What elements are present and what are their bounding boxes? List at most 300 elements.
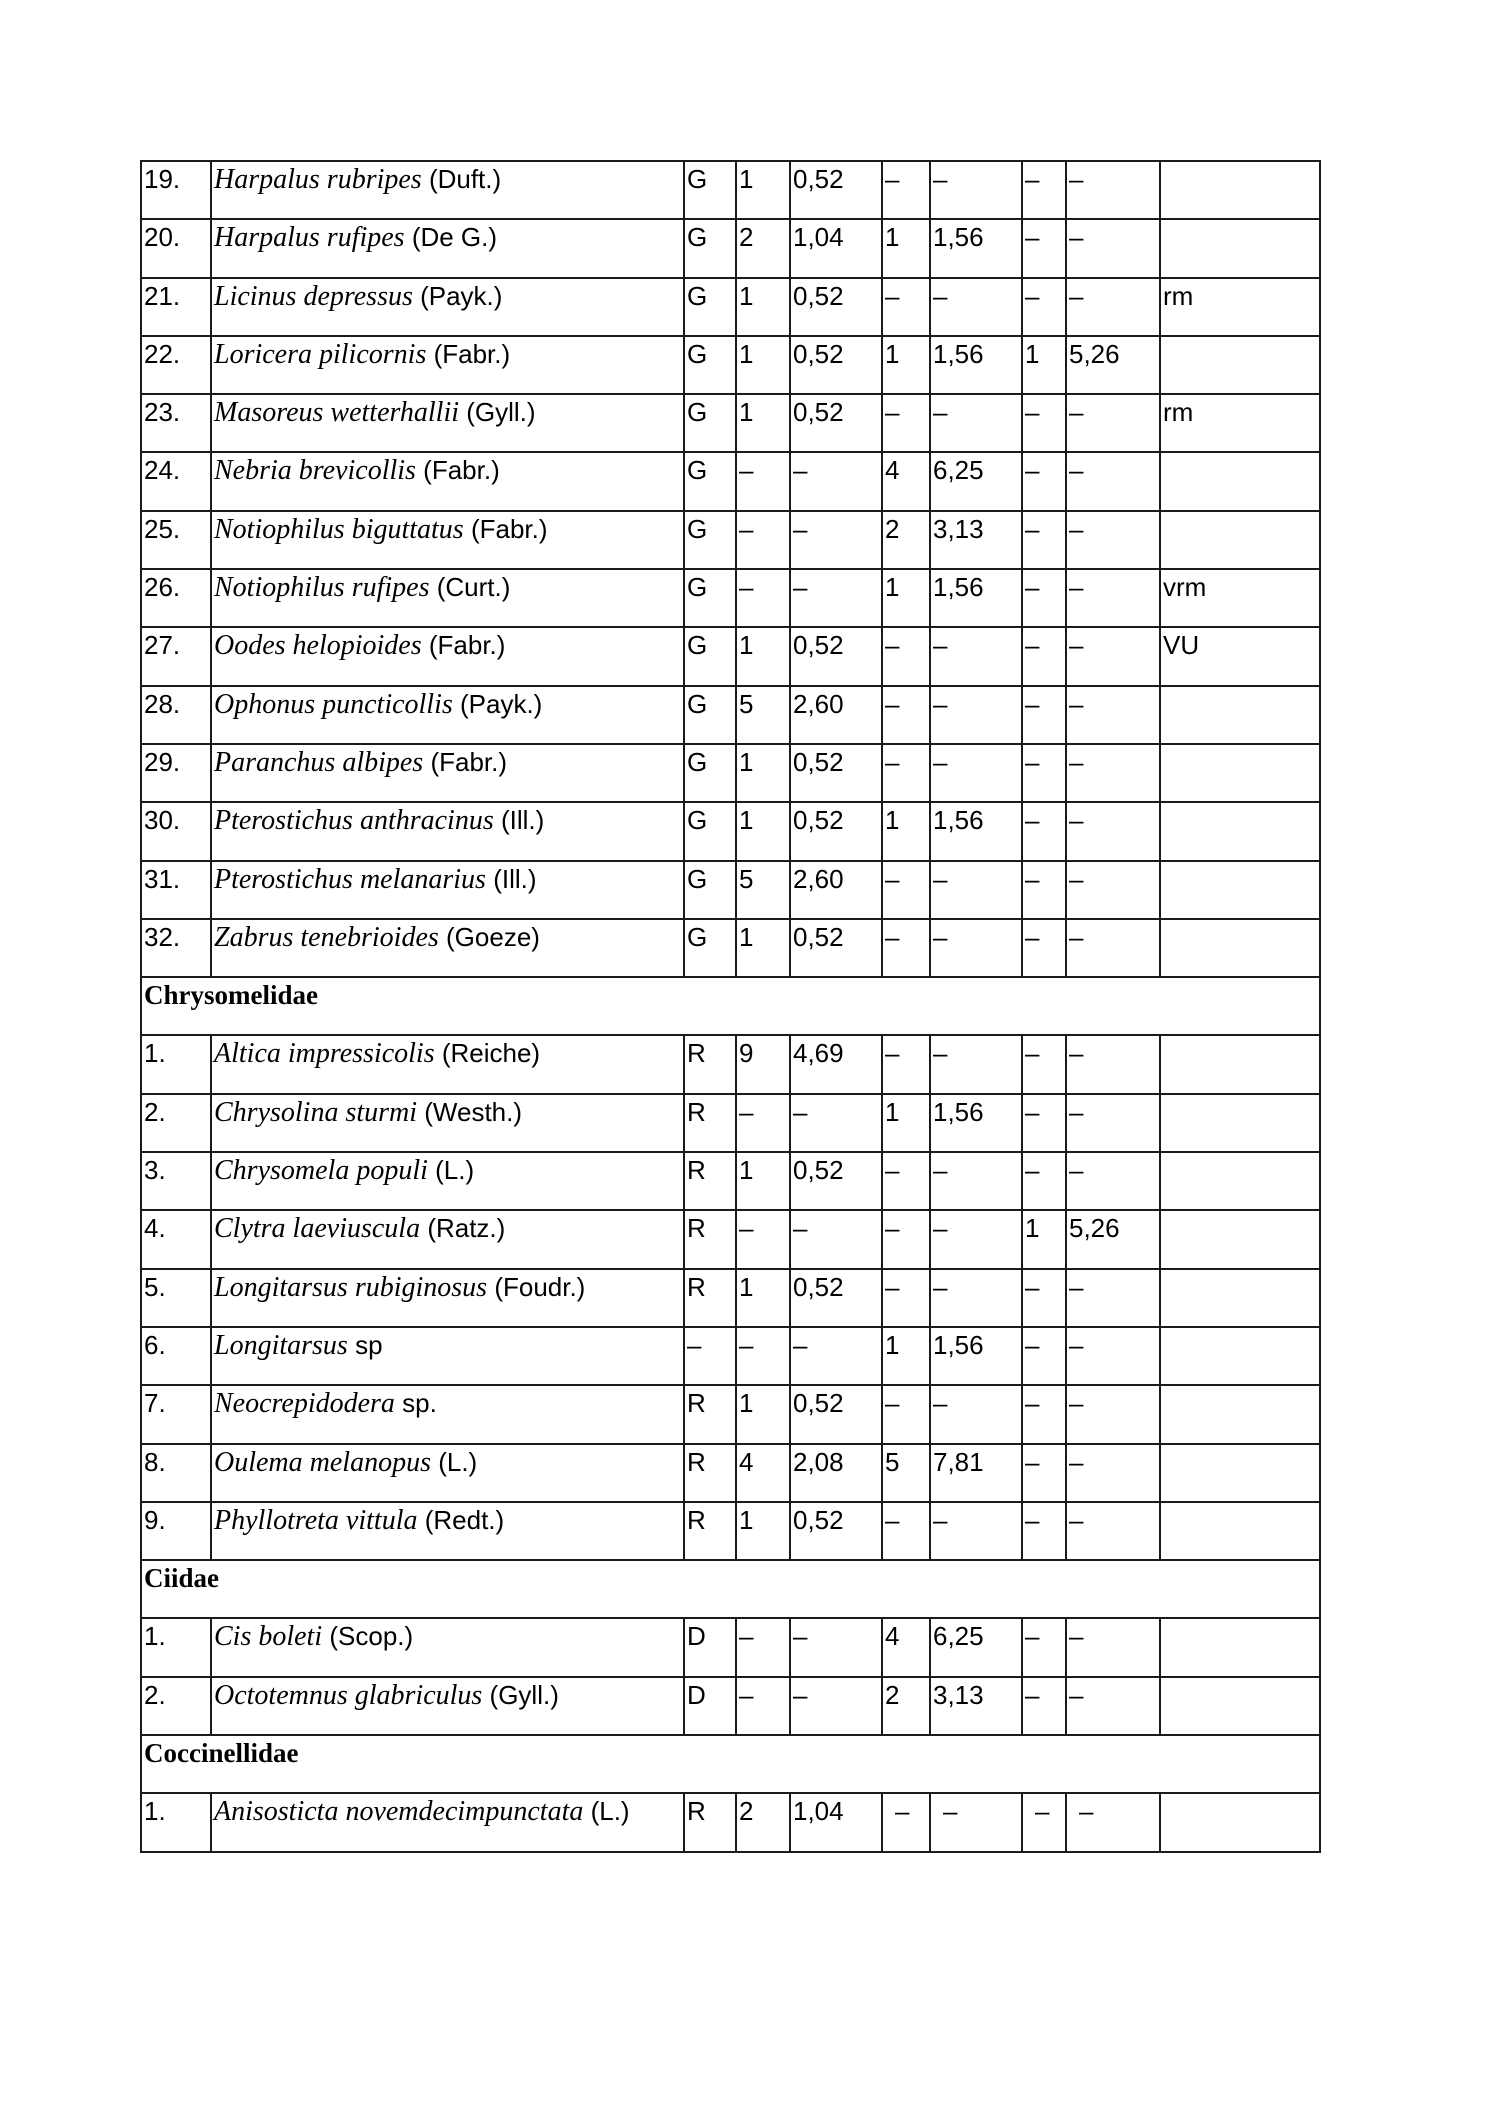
count-3-cell [1022,219,1066,277]
row-number-cell [141,1385,211,1443]
status-value [1163,1270,1319,1272]
row-number-cell [141,861,211,919]
percent-3-cell [1066,1502,1160,1560]
guild-cell [684,1035,736,1093]
status-value [1163,803,1319,805]
count-3-value: 1 [1025,1213,1040,1244]
species-latin-name: Longitarsus [214,1329,348,1361]
count-1-value: 4 [739,1446,754,1477]
percent-3-cell [1066,1327,1160,1385]
row-number-cell [141,219,211,277]
percent-3-value: – [1069,397,1084,428]
species-name-cell [211,336,684,394]
percent-3-cell [1066,511,1160,569]
status-value [1163,1503,1319,1505]
count-2-value: 1 [885,805,900,836]
species-latin-name: Neocrepidodera [214,1388,395,1420]
percent-2-value: 1,56 [933,805,984,836]
percent-2-cell [930,1385,1022,1443]
species-latin-name: Zabrus tenebrioides [214,921,439,953]
species-author: (Gyll.) [489,1679,559,1710]
percent-3-cell [1066,1210,1160,1268]
count-3-cell [1022,161,1066,219]
species-name-cell [211,278,684,336]
count-3-cell [1022,686,1066,744]
count-1-value: – [739,1096,754,1127]
species-latin-name: Loricera pilicornis [214,338,427,370]
guild-cell [684,861,736,919]
percent-2-cell [930,919,1022,977]
count-2-cell [882,686,930,744]
status-value [1163,162,1319,164]
percent-1-cell [790,1618,882,1676]
percent-2-value: 3,13 [933,513,984,544]
row-number: 7. [144,1388,166,1419]
count-3-value: – [1025,1504,1040,1535]
count-2-cell [882,919,930,977]
guild-cell [684,569,736,627]
percent-1-cell [790,1444,882,1502]
count-2-value: 4 [885,1621,900,1652]
percent-3-cell [1066,278,1160,336]
row-number-cell [141,1152,211,1210]
count-3-value: – [1025,921,1040,952]
row-number-cell [141,1210,211,1268]
species-latin-name: Harpalus rubripes [214,164,422,195]
percent-3-value: – [1069,688,1084,719]
percent-2-cell [930,1618,1022,1676]
table-row [141,1269,1320,1327]
species-author: (Scop.) [329,1621,414,1652]
percent-3-value: – [1069,572,1084,603]
status-value [1163,1036,1319,1038]
count-2-cell [882,278,930,336]
percent-2-value: – [933,746,948,777]
row-number-cell [141,1269,211,1327]
percent-3-value: – [1069,1271,1084,1302]
count-3-cell [1022,919,1066,977]
status-cell [1160,1210,1320,1268]
count-3-value: – [1025,1446,1040,1477]
row-number-cell [141,1327,211,1385]
status-cell [1160,511,1320,569]
percent-1-value: 2,60 [793,863,844,894]
percent-3-cell [1066,394,1160,452]
percent-1-cell [790,161,882,219]
percent-2-value: – [933,397,948,428]
count-2-cell [882,1502,930,1560]
count-1-cell [736,1793,790,1851]
count-2-value: 2 [885,1679,900,1710]
count-2-value: – [885,921,900,952]
count-3-cell [1022,1444,1066,1502]
percent-1-value: – [793,513,808,544]
row-number: 26. [144,572,181,603]
count-2-value: – [885,280,900,311]
species-author: (Gyll.) [466,397,536,428]
percent-1-value: 0,52 [793,1155,844,1186]
count-3-cell [1022,744,1066,802]
percent-1-value: 2,60 [793,688,844,719]
species-latin-name: Ophonus puncticollis [214,688,453,720]
row-number: 22. [144,338,181,369]
count-3-value: – [1025,572,1040,603]
species-name-cell [211,1677,684,1735]
count-1-cell [736,1327,790,1385]
percent-2-cell [930,1210,1022,1268]
status-cell [1160,861,1320,919]
count-1-value: 1 [739,397,754,428]
count-1-cell [736,1094,790,1152]
row-number: 3. [144,1155,166,1186]
species-author: (Ill.) [500,805,545,836]
guild-value: R [687,1504,706,1535]
family-header-row [141,1735,1320,1793]
row-number: 8. [144,1446,166,1477]
count-2-cell [882,394,930,452]
percent-2-cell [930,1035,1022,1093]
status-value: vrm [1163,572,1207,603]
count-2-cell [882,511,930,569]
table-row [141,1210,1320,1268]
species-author: (L.) [590,1796,630,1827]
count-3-cell [1022,1094,1066,1152]
table-row [141,1502,1320,1560]
status-cell [1160,1502,1320,1560]
percent-1-cell [790,394,882,452]
count-1-value: 1 [739,1504,754,1535]
table-row [141,1094,1320,1152]
table-row [141,744,1320,802]
percent-3-value: 5,26 [1069,338,1120,369]
guild-value: G [687,863,708,894]
percent-1-value: – [793,1679,808,1710]
percent-2-cell [930,278,1022,336]
count-1-cell [736,1385,790,1443]
guild-value: R [687,1446,706,1477]
status-cell [1160,627,1320,685]
species-author: (Payk.) [460,688,543,719]
status-value [1163,337,1319,339]
percent-1-cell [790,1210,882,1268]
species-latin-name: Notiophilus rufipes [214,572,430,604]
count-2-cell [882,1618,930,1676]
row-number: 23. [144,397,181,428]
species-name-cell [211,802,684,860]
percent-3-cell [1066,1152,1160,1210]
percent-1-value: 1,04 [793,222,844,253]
guild-value: R [687,1271,706,1302]
percent-3-value: – [1069,222,1084,253]
guild-value: G [687,164,708,194]
count-2-value: 1 [885,1096,900,1127]
count-3-value: – [1025,630,1040,661]
count-1-cell [736,1269,790,1327]
species-author: (Reiche) [441,1038,541,1069]
status-value [1163,1153,1319,1155]
count-3-value: – [1025,805,1040,836]
guild-cell [684,919,736,977]
count-2-cell [882,1269,930,1327]
percent-3-cell [1066,161,1160,219]
percent-3-value: – [1069,1155,1084,1186]
percent-3-value: – [1069,1038,1084,1069]
table-row [141,802,1320,860]
species-latin-name: Cis boleti [214,1621,323,1653]
species-name-cell [211,452,684,510]
status-cell [1160,1152,1320,1210]
percent-3-cell [1066,627,1160,685]
status-cell [1160,1035,1320,1093]
table-row [141,1444,1320,1502]
guild-cell [684,1210,736,1268]
guild-cell [684,511,736,569]
count-1-cell [736,1618,790,1676]
count-1-cell [736,511,790,569]
count-2-value: 1 [885,572,900,603]
species-author: (Curt.) [436,572,511,603]
count-1-value: – [739,1679,754,1710]
percent-2-value: – [933,1038,948,1069]
species-latin-name: Phyllotreta vittula [214,1504,418,1536]
percent-1-value: 0,52 [793,805,844,836]
count-2-cell [882,627,930,685]
percent-1-value: 0,52 [793,630,844,661]
percent-3-value: – [1069,1329,1084,1360]
percent-1-value: 1,04 [793,1796,844,1827]
status-value [1163,1095,1319,1097]
count-2-value: – [885,746,900,777]
species-author: (Fabr.) [470,513,548,544]
percent-1-value: 0,52 [793,338,844,369]
percent-3-value: – [1069,455,1084,486]
percent-2-value: 6,25 [933,455,984,486]
count-3-value: – [1025,1155,1040,1186]
row-number: 9. [144,1504,166,1535]
species-latin-name: Pterostichus melanarius [214,863,486,895]
table-row [141,219,1320,277]
count-2-value: – [885,1271,900,1302]
percent-2-cell [930,1793,1022,1851]
count-2-value: 2 [885,513,900,544]
percent-1-cell [790,1327,882,1385]
species-table [140,160,1321,1853]
count-3-value: – [1025,746,1040,777]
percent-2-value: 1,56 [933,1096,984,1127]
status-cell [1160,1444,1320,1502]
percent-1-value: 2,08 [793,1446,844,1477]
guild-value: G [687,397,708,428]
species-author: (L.) [438,1446,478,1477]
row-number-cell [141,452,211,510]
percent-3-value: 5,26 [1069,1213,1120,1244]
percent-1-cell [790,278,882,336]
count-3-value: – [1025,455,1040,486]
table-row [141,336,1320,394]
guild-cell [684,744,736,802]
table-row [141,861,1320,919]
count-1-cell [736,1152,790,1210]
count-3-value: – [1035,1796,1050,1827]
guild-value: – [687,1329,702,1360]
count-1-cell [736,569,790,627]
count-2-value: – [885,688,900,719]
species-latin-name: Paranchus albipes [214,746,424,778]
species-latin-name: Notiophilus biguttatus [214,513,464,545]
count-2-cell [882,1677,930,1735]
species-author: (Ratz.) [427,1213,506,1244]
species-latin-name: Pterostichus anthracinus [214,805,494,837]
percent-2-cell [930,394,1022,452]
guild-cell [684,1385,736,1443]
count-1-cell [736,1444,790,1502]
row-number-cell [141,569,211,627]
guild-value: G [687,280,708,311]
table-row [141,161,1320,219]
family-header-row [141,977,1320,1035]
percent-1-value: 0,52 [793,164,844,194]
percent-1-cell [790,1269,882,1327]
count-1-value: – [739,1621,754,1652]
species-author: sp [355,1329,383,1360]
family-label: Coccinellidae [144,1738,299,1769]
status-cell [1160,1677,1320,1735]
status-cell [1160,336,1320,394]
percent-1-cell [790,744,882,802]
count-3-value: – [1025,513,1040,544]
count-3-value: – [1025,1621,1040,1652]
guild-cell [684,1152,736,1210]
species-name-cell [211,1502,684,1560]
guild-cell [684,1444,736,1502]
species-name-cell [211,861,684,919]
count-1-cell [736,744,790,802]
count-3-cell [1022,452,1066,510]
percent-3-cell [1066,744,1160,802]
count-1-value: – [739,513,754,544]
percent-3-value: – [1069,1446,1084,1477]
count-1-value: 1 [739,164,754,194]
species-latin-name: Chrysolina sturmi [214,1096,418,1128]
count-2-cell [882,1327,930,1385]
species-author: (Ill.) [493,863,537,894]
row-number-cell [141,1677,211,1735]
percent-1-value: 0,52 [793,1388,844,1419]
guild-cell [684,686,736,744]
count-1-cell [736,686,790,744]
count-3-cell [1022,569,1066,627]
species-author: (Goeze) [446,921,540,952]
percent-2-value: 7,81 [933,1446,984,1477]
count-2-cell [882,1035,930,1093]
percent-3-value: – [1069,1504,1084,1535]
count-2-value: 1 [885,338,900,369]
guild-value: R [687,1096,706,1127]
species-name-cell [211,686,684,744]
count-1-cell [736,161,790,219]
row-number: 2. [144,1096,166,1127]
percent-2-cell [930,219,1022,277]
percent-3-cell [1066,336,1160,394]
row-number-cell [141,1502,211,1560]
table-row [141,1793,1320,1851]
percent-3-cell [1066,1444,1160,1502]
row-number-cell [141,1094,211,1152]
percent-1-cell [790,1035,882,1093]
species-name-cell [211,1444,684,1502]
percent-1-cell [790,336,882,394]
count-1-value: 1 [739,630,754,661]
count-1-value: 2 [739,222,754,253]
percent-3-value: – [1069,630,1084,661]
row-number: 5. [144,1271,166,1302]
guild-cell [684,394,736,452]
count-2-value: – [885,1038,900,1069]
species-latin-name: Masoreus wetterhallii [214,397,459,429]
percent-2-cell [930,1502,1022,1560]
status-cell [1160,452,1320,510]
row-number: 4. [144,1213,166,1244]
family-label: Chrysomelidae [144,980,318,1011]
species-author: (Fabr.) [428,630,506,661]
table-row [141,452,1320,510]
species-name-cell [211,161,684,219]
guild-cell [684,1502,736,1560]
percent-2-cell [930,511,1022,569]
count-2-value: 1 [885,222,900,253]
status-cell [1160,394,1320,452]
guild-value: G [687,688,708,719]
guild-value: D [687,1621,706,1652]
species-author: sp. [402,1388,437,1419]
guild-cell [684,1094,736,1152]
count-1-value: – [739,1329,754,1360]
count-2-cell [882,861,930,919]
guild-value: D [687,1679,706,1710]
table-row [141,1385,1320,1443]
status-cell [1160,569,1320,627]
percent-2-value: 1,56 [933,1329,984,1360]
count-3-cell [1022,1677,1066,1735]
row-number: 28. [144,688,181,719]
row-number-cell [141,744,211,802]
status-cell [1160,161,1320,219]
species-name-cell [211,1385,684,1443]
row-number: 24. [144,455,181,486]
status-value: VU [1163,630,1200,661]
species-author: (Fabr.) [430,746,508,777]
guild-value: R [687,1155,706,1186]
percent-2-value: – [933,1271,948,1302]
count-3-cell [1022,511,1066,569]
percent-1-cell [790,919,882,977]
species-author: (Foudr.) [494,1271,586,1302]
percent-2-value: – [933,1155,948,1186]
status-cell [1160,744,1320,802]
count-3-value: – [1025,1038,1040,1069]
count-1-value: 5 [739,863,754,894]
row-number: 30. [144,805,181,836]
species-latin-name: Octotemnus glabriculus [214,1679,483,1711]
percent-1-cell [790,686,882,744]
status-cell [1160,919,1320,977]
table-row [141,1152,1320,1210]
species-name-cell [211,511,684,569]
count-1-cell [736,394,790,452]
row-number: 29. [144,746,181,777]
species-name-cell [211,1094,684,1152]
species-latin-name: Clytra laeviuscula [214,1213,421,1245]
